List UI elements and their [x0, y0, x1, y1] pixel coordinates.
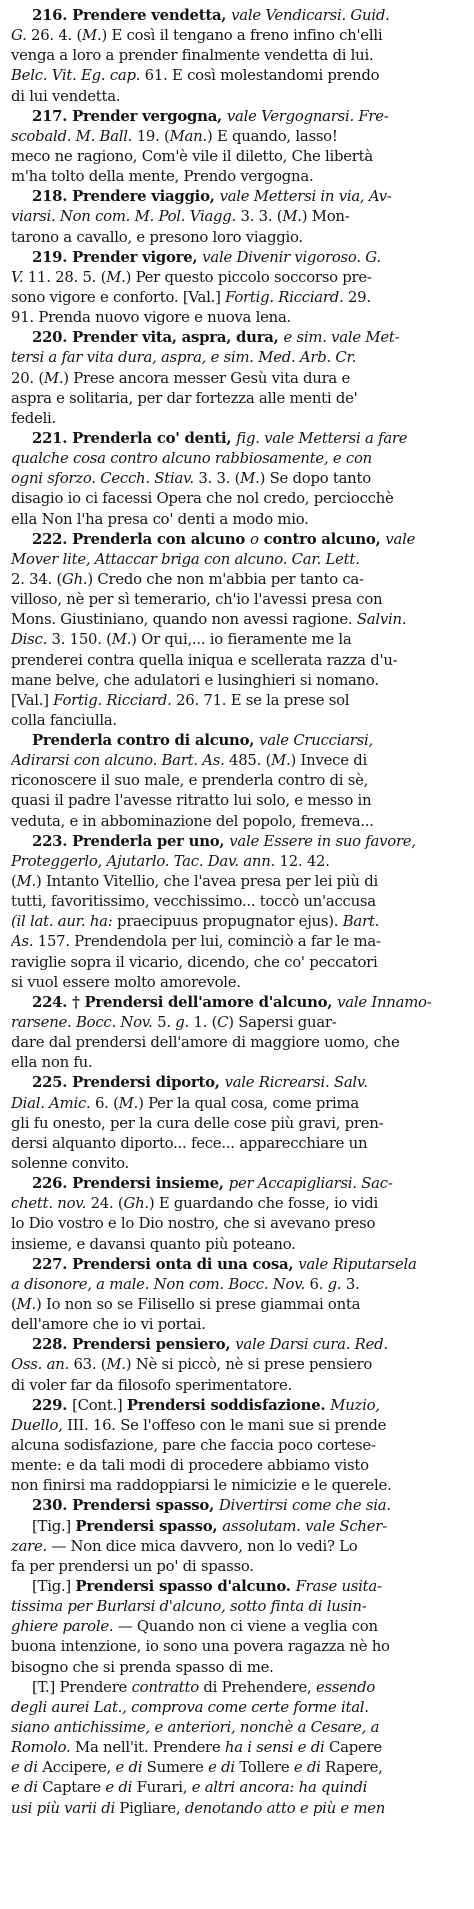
body-text: Rapere,: [320, 1758, 383, 1777]
text-line: [11, 811, 464, 831]
body-text: dare dal prendersi dell'amore di maggiore uomo, che: [11, 1033, 400, 1052]
body-text: gli fu onesto, per la cura delle cose più gravi, pren-: [11, 1113, 384, 1132]
text-line: [11, 871, 464, 891]
text-line: [11, 790, 464, 810]
body-text: ) Credo che non m'abbia per tanto ca-: [87, 569, 364, 588]
entry-heading: 220. Prender vita, aspra, dura,: [32, 328, 284, 347]
text-line: [11, 206, 464, 226]
body-text: m'ha tolto della mente, Prendo vergogna.: [11, 167, 314, 186]
text-line: [11, 86, 464, 106]
body-text: Captare: [37, 1778, 106, 1797]
body-text: 91. Prenda nuovo vigore e nuova lena.: [11, 308, 292, 327]
italic-text: vale Mettersi in via, Av-: [219, 187, 392, 206]
italic-text: e di: [105, 1778, 133, 1797]
text-line: [11, 307, 464, 327]
body-text: 3. 3. (: [236, 207, 283, 226]
italic-text: G.: [11, 26, 27, 45]
body-text: veduta, e in abbominazione del popolo, fremeva...: [11, 811, 374, 830]
body-text: venga a loro a prender finalmente vendetta di lui.: [11, 46, 374, 65]
text-line: [11, 327, 464, 347]
body-text: 1. (: [189, 1013, 218, 1032]
body-text: buona intenzione, io sono una povera ragazza nè ho: [11, 1637, 390, 1656]
text-line: [11, 831, 464, 851]
italic-text: e di: [208, 1758, 235, 1777]
text-line: [11, 1596, 464, 1616]
text-line: [11, 1213, 464, 1233]
italic-text: vale Ricrearsi. Salv.: [224, 1073, 368, 1092]
body-text: 12. 42.: [275, 851, 330, 870]
body-text: tutti, favoritissimo, vecchissimo... toccò un'accusa: [11, 892, 376, 911]
italic-text: e di: [293, 1758, 321, 1777]
italic-text: Fortig. Ricciard.: [53, 690, 172, 709]
text-line: [11, 1455, 464, 1475]
text-line: [11, 45, 464, 65]
text-line: [11, 1777, 464, 1797]
text-line: [11, 126, 464, 146]
body-text: raviglie sopra il vicario, dicendo, che co' peccatori: [11, 952, 378, 971]
text-line: [11, 1052, 464, 1072]
italic-text: per Accapigliarsi. Sac-: [228, 1174, 393, 1193]
body-text: — Non dice mica davvero, non lo vedi? Lo: [47, 1536, 358, 1555]
italic-text: M.: [16, 872, 36, 891]
italic-text: ogni sforzo. Cecch. Stiav.: [11, 469, 194, 488]
italic-text: assolutam. vale Scher-: [222, 1516, 387, 1535]
body-text: fedeli.: [11, 408, 57, 427]
text-line: [11, 851, 464, 871]
italic-text: vale Divenir vigoroso. G.: [202, 247, 381, 266]
italic-text: Bart.: [342, 912, 380, 931]
text-line: [11, 629, 464, 649]
body-text: aspra e solitaria, per dar fortezza alle menti de': [11, 388, 358, 407]
body-text: ) Invece di: [290, 751, 367, 770]
italic-text: vale Vergognarsi. Fre-: [226, 106, 389, 125]
text-line: [11, 1032, 464, 1052]
text-line: [11, 1616, 464, 1636]
text-line: [11, 1314, 464, 1334]
text-line: [11, 1516, 464, 1536]
body-text: ella non fu.: [11, 1053, 93, 1072]
text-line: [11, 1093, 464, 1113]
body-text: alcuna sodisfazione, pare che faccia poco cortese-: [11, 1435, 376, 1454]
italic-text: usi più varii di: [11, 1798, 115, 1817]
text-line: [11, 1012, 464, 1032]
body-text: Tollere: [234, 1758, 294, 1777]
body-text: [Tig.]: [32, 1576, 76, 1595]
entry-heading: Prendersi spasso,: [75, 1516, 223, 1535]
body-text: solenne convito.: [11, 1154, 130, 1173]
italic-text: M.: [82, 26, 102, 45]
italic-text: Gh.: [123, 1194, 149, 1213]
italic-text: zare.: [11, 1536, 48, 1555]
italic-text: M.: [111, 630, 132, 649]
text-line: [11, 1334, 464, 1354]
italic-text: M.: [271, 751, 291, 770]
body-text: (: [11, 872, 17, 891]
body-text: Pigliare,: [114, 1798, 185, 1817]
body-text: 24. (: [86, 1194, 124, 1213]
text-line: [11, 1757, 464, 1777]
body-text: mente: e da tali modi di procedere abbiamo visto: [11, 1456, 369, 1475]
text-line: [11, 650, 464, 670]
italic-text: vale Vendicarsi. Guid.: [231, 6, 390, 24]
body-text: dersi alquanto diporto... fece... apparecchiare un: [11, 1133, 368, 1152]
text-line: [11, 1234, 464, 1254]
text-line: [11, 1274, 464, 1294]
entry-heading: 222. Prenderla con alcuno: [32, 529, 250, 548]
text-line: [11, 1576, 464, 1596]
body-text: 63. (: [68, 1355, 107, 1374]
text-line: [11, 1536, 464, 1556]
italic-text: Dial. Amic.: [11, 1093, 91, 1112]
text-line: [11, 1354, 464, 1374]
entry-heading: 224. † Prendersi dell'amore d'alcuno,: [32, 992, 338, 1011]
body-text: 6.: [305, 1274, 328, 1293]
italic-text: tersi a far vita dura, aspra, e sim. Med. Arb. Cr.: [11, 348, 357, 367]
text-line: [11, 569, 464, 589]
italic-text: essendo: [315, 1677, 376, 1696]
body-text: Capere: [324, 1738, 382, 1757]
italic-text: fig. vale Mettersi a fare: [236, 428, 408, 447]
entry-heading: contro alcuno,: [258, 529, 386, 548]
italic-text: (: [11, 912, 17, 931]
entry-heading: 216. Prendere vendetta,: [32, 6, 232, 24]
italic-text: M.: [43, 368, 64, 387]
text-line: [11, 1717, 464, 1737]
italic-text: e sim. vale Met-: [283, 328, 400, 347]
body-text: 19. (: [132, 126, 170, 145]
body-text: (: [11, 1295, 17, 1313]
text-line: [11, 25, 464, 45]
italic-text: o: [249, 529, 259, 548]
italic-text: C: [217, 1013, 229, 1032]
body-text: [Cont.]: [72, 1395, 127, 1414]
text-line: [11, 227, 464, 247]
body-text: dell'amore che io vi portai.: [11, 1315, 206, 1334]
text-line: [11, 1798, 464, 1818]
text-line: [11, 911, 464, 931]
body-text: di Prehendere,: [198, 1677, 316, 1696]
text-line: [11, 1556, 464, 1576]
italic-text: M.: [282, 207, 302, 226]
text-line: [11, 770, 464, 790]
body-text: ) Io non so se Filisello si prese giammai onta: [35, 1295, 361, 1313]
italic-text: e di: [11, 1758, 38, 1777]
text-line: [11, 287, 464, 307]
italic-text: contratto: [131, 1677, 199, 1696]
body-text: di voler far da filosofo sperimentatore.: [11, 1375, 292, 1394]
body-text: insieme, e davansi quanto più poteano.: [11, 1234, 296, 1253]
text-line: [11, 1475, 464, 1495]
italic-text: Man.: [169, 126, 207, 145]
text-line: [11, 1495, 464, 1515]
text-line: [11, 1737, 464, 1757]
entry-heading: 227. Prendersi onta di una cosa,: [32, 1254, 299, 1273]
body-text: 26. 4. (: [26, 26, 83, 45]
body-text: 61. E così molestandomi prendo: [140, 66, 380, 85]
text-line: [11, 146, 464, 166]
italic-text: Proteggerlo, Ajutarlo. Tac. Dav. ann.: [11, 851, 276, 870]
italic-text: e di: [11, 1778, 38, 1797]
text-line: [11, 347, 464, 367]
entry-heading: Prendersi spasso d'alcuno.: [75, 1576, 296, 1595]
text-line: [11, 5, 464, 25]
body-text: 485. (: [224, 751, 272, 770]
entry-heading: 225. Prendersi diporto,: [32, 1073, 225, 1092]
body-text: 2. 34. (: [11, 569, 62, 588]
text-line: [11, 952, 464, 972]
italic-text: Belc. Vit. Eg. cap.: [11, 66, 141, 85]
body-text: [Val.]: [11, 690, 54, 709]
text-line: [11, 247, 464, 267]
entry-heading: 228. Prendersi pensiero,: [32, 1335, 236, 1354]
entry-heading: 218. Prendere viaggio,: [32, 187, 220, 206]
text-line: [11, 267, 464, 287]
text-line: [11, 408, 464, 428]
text-line: [11, 730, 464, 750]
text-line: [11, 1153, 464, 1173]
body-text: ) Nè si piccò, nè si prese pensiero: [125, 1355, 373, 1374]
italic-text: Oss. an.: [11, 1355, 69, 1374]
italic-text: Adirarsi con alcuno. Bart. As.: [11, 751, 225, 770]
italic-text: e di: [115, 1758, 143, 1777]
body-text: praecipuus propugnator ejus).: [112, 912, 343, 931]
italic-text: il lat. aur. ha:: [16, 912, 113, 931]
body-text: colla fanciulla.: [11, 710, 117, 729]
text-line: [11, 1395, 464, 1415]
body-text: 29.: [343, 287, 371, 306]
body-text: III. 16. Se l'offeso con le mani sue si prende: [62, 1415, 387, 1434]
body-text: meco ne ragiono, Com'è vile il diletto, Che libertà: [11, 146, 373, 165]
body-text: villoso, nè per sì temerario, ch'io l'avessi presa con: [11, 590, 383, 609]
body-text: fa per prendersi un po' di spasso.: [11, 1556, 254, 1575]
body-text: 3. 150. (: [47, 630, 112, 649]
body-text: di lui vendetta.: [11, 86, 121, 105]
italic-text: vale Crucciarsi,: [259, 731, 373, 750]
entry-heading: 217. Prender vergogna,: [32, 106, 227, 125]
italic-text: siano antichissime, e anteriori, nonchè a Cesare, a: [11, 1717, 380, 1736]
italic-text: Romolo.: [11, 1738, 71, 1757]
body-text: [Tig.]: [32, 1516, 76, 1535]
body-text: ) Per questo piccolo soccorso pre-: [125, 267, 372, 286]
body-text: riconoscere il suo male, e prenderla contro di sè,: [11, 771, 369, 790]
entry-heading: 221. Prenderla co' denti,: [32, 428, 237, 447]
body-text: Mons. Giustiniano, quando non avessi ragione.: [11, 610, 357, 629]
text-line: [11, 549, 464, 569]
text-line: [11, 388, 464, 408]
body-text: Accipere,: [37, 1758, 116, 1777]
entry-heading: 219. Prender vigore,: [32, 247, 203, 266]
text-line: [11, 670, 464, 690]
body-text: 11. 28. 5. (: [23, 267, 107, 286]
body-text: quasi il padre l'avesse ritratto lui solo, e messo in: [11, 791, 372, 810]
text-line: [11, 509, 464, 529]
italic-text: rarsene. Bocc. Nov.: [11, 1013, 153, 1032]
body-text: ) Sapersi guar-: [228, 1013, 337, 1032]
italic-text: M.: [16, 1295, 36, 1313]
italic-text: g.: [327, 1274, 342, 1293]
italic-text: V.: [11, 267, 24, 286]
body-text: Furari,: [132, 1778, 192, 1797]
text-line: [11, 1113, 464, 1133]
text-line: [11, 1254, 464, 1274]
body-text: 3. 3. (: [193, 469, 241, 488]
italic-text: Duello,: [11, 1415, 63, 1434]
body-text: 6. (: [90, 1093, 119, 1112]
italic-text: Salvin.: [356, 610, 407, 629]
text-line: [11, 891, 464, 911]
entry-heading: 223. Prenderla per uno,: [32, 831, 230, 850]
italic-text: ghiere parole.: [11, 1617, 114, 1636]
text-line: [11, 468, 464, 488]
entry-heading: 230. Prendersi spasso,: [32, 1496, 219, 1515]
body-text: 3.: [341, 1274, 360, 1293]
text-line: [11, 1173, 464, 1193]
text-line: [11, 1435, 464, 1455]
italic-text: e altri ancora: ha quindi: [191, 1778, 368, 1797]
text-line: [11, 1375, 464, 1395]
italic-text: chett. nov.: [11, 1194, 87, 1213]
text-line: [11, 1294, 464, 1314]
text-line: [11, 1415, 464, 1435]
body-text: ) Or qui,... io fieramente me la: [131, 630, 352, 649]
text-line: [11, 972, 464, 992]
body-text: ) E quando, lasso!: [206, 126, 338, 145]
italic-text: M.: [240, 469, 260, 488]
italic-text: vale Innamo-: [337, 992, 432, 1011]
italic-text: M.: [106, 267, 126, 286]
body-text: ella Non l'ha presa co' denti a modo mio.: [11, 509, 309, 528]
body-text: non finirsi ma raddoppiarsi le nimicizie e le querele.: [11, 1476, 392, 1495]
body-text: [T.] Prendere: [32, 1677, 132, 1696]
text-line: [11, 488, 464, 508]
body-text: mane belve, che adulatori e lusinghieri si nomano.: [11, 670, 379, 689]
italic-text: g.: [175, 1013, 189, 1032]
text-line: [11, 106, 464, 126]
body-text: — Quando non ci viene a veglia con: [113, 1617, 378, 1636]
text-line: [11, 1193, 464, 1213]
body-text: ) Prese ancora messer Gesù vita dura e: [63, 368, 351, 387]
body-text: ) Se dopo tanto: [259, 469, 371, 488]
italic-text: Disc.: [11, 630, 48, 649]
text-line: [11, 1697, 464, 1717]
body-text: disagio io ci facessi Opera che nol credo, perciocchè: [11, 489, 394, 508]
body-text: 20. (: [11, 368, 44, 387]
italic-text: M.: [118, 1093, 139, 1112]
italic-text: Mover lite, Attaccar briga con alcuno. Car. Lett.: [11, 549, 360, 568]
text-line: [11, 1677, 464, 1697]
italic-text: vale Essere in suo favore,: [229, 831, 416, 850]
italic-text: Fortig. Ricciard.: [225, 287, 344, 306]
body-text: Sumere: [142, 1758, 209, 1777]
text-line: [11, 690, 464, 710]
italic-text: degli aurei Lat., comprova come certe forme ital.: [11, 1697, 369, 1716]
text-line: [11, 1657, 464, 1677]
text-line: [11, 1133, 464, 1153]
italic-text: Muzio,: [330, 1395, 380, 1414]
italic-text: scobald. M. Ball.: [11, 126, 133, 145]
body-text: tarono a cavallo, e presono loro viaggio.: [11, 227, 303, 246]
italic-text: vale Riputarsela: [298, 1254, 417, 1273]
body-text: ) E guardando che fosse, io vidi: [148, 1194, 379, 1213]
italic-text: viarsi. Non com. M. Pol. Viagg.: [11, 207, 237, 226]
body-text: bisogno che si prenda spasso di me.: [11, 1657, 274, 1676]
italic-text: M.: [106, 1355, 126, 1374]
body-text: ) E così il tengano a freno infino ch'elli: [101, 26, 383, 45]
text-line: [11, 992, 464, 1012]
body-text: 5.: [152, 1013, 176, 1032]
text-line: [11, 529, 464, 549]
text-line: [11, 428, 464, 448]
text-line: [11, 1072, 464, 1092]
body-text: ) Intanto Vitellio, che l'avea presa per lei più di: [35, 872, 378, 891]
text-line: [11, 448, 464, 468]
italic-text: As.: [11, 932, 34, 951]
italic-text: tissima per Burlarsi d'alcuno, sotto finta di lusin-: [11, 1597, 367, 1616]
entry-heading: Prendersi soddisfazione.: [126, 1395, 331, 1414]
text-line: [11, 609, 464, 629]
italic-text: Frase usita-: [295, 1576, 382, 1595]
italic-text: denotando atto e più e men: [184, 1798, 386, 1817]
text-line: [11, 1636, 464, 1656]
body-text: sono vigore e conforto. [Val.]: [11, 287, 226, 306]
italic-text: qualche cosa contro alcuno rabbiosamente, e con: [11, 449, 372, 468]
italic-text: vale: [385, 529, 416, 548]
text-line: [11, 166, 464, 186]
body-text: Ma nell'it. Prendere: [70, 1738, 225, 1757]
italic-text: Divertirsi come che sia.: [218, 1496, 391, 1515]
text-line: [11, 750, 464, 770]
italic-text: vale Darsi cura. Red.: [235, 1335, 388, 1354]
body-text: ) Per la qual cosa, come prima: [138, 1093, 359, 1112]
body-text: prenderei contra quella iniqua e scellerata razza d'u-: [11, 650, 398, 669]
entry-heading: 226. Prendersi insieme,: [32, 1174, 229, 1193]
entry-heading: 229.: [32, 1395, 73, 1414]
body-text: lo Dio vostro e lo Dio nostro, che si avevano preso: [11, 1214, 376, 1233]
body-text: ) Mon-: [301, 207, 350, 226]
text-line: [11, 368, 464, 388]
body-text: si vuol essere molto amorevole.: [11, 972, 241, 991]
text-line: [11, 710, 464, 730]
italic-text: Gh.: [62, 569, 88, 588]
body-text: 157. Prendendola per lui, cominciò a far le ma-: [33, 932, 381, 951]
italic-text: a disonore, a male. Non com. Bocc. Nov.: [11, 1274, 306, 1293]
text-line: [11, 65, 464, 85]
body-text: 26. 71. E se la prese sol: [171, 690, 350, 709]
text-line: [11, 186, 464, 206]
entry-heading: Prenderla contro di alcuno,: [32, 731, 260, 750]
text-line: [11, 589, 464, 609]
italic-text: ha i sensi e di: [224, 1738, 325, 1757]
text-line: [11, 931, 464, 951]
